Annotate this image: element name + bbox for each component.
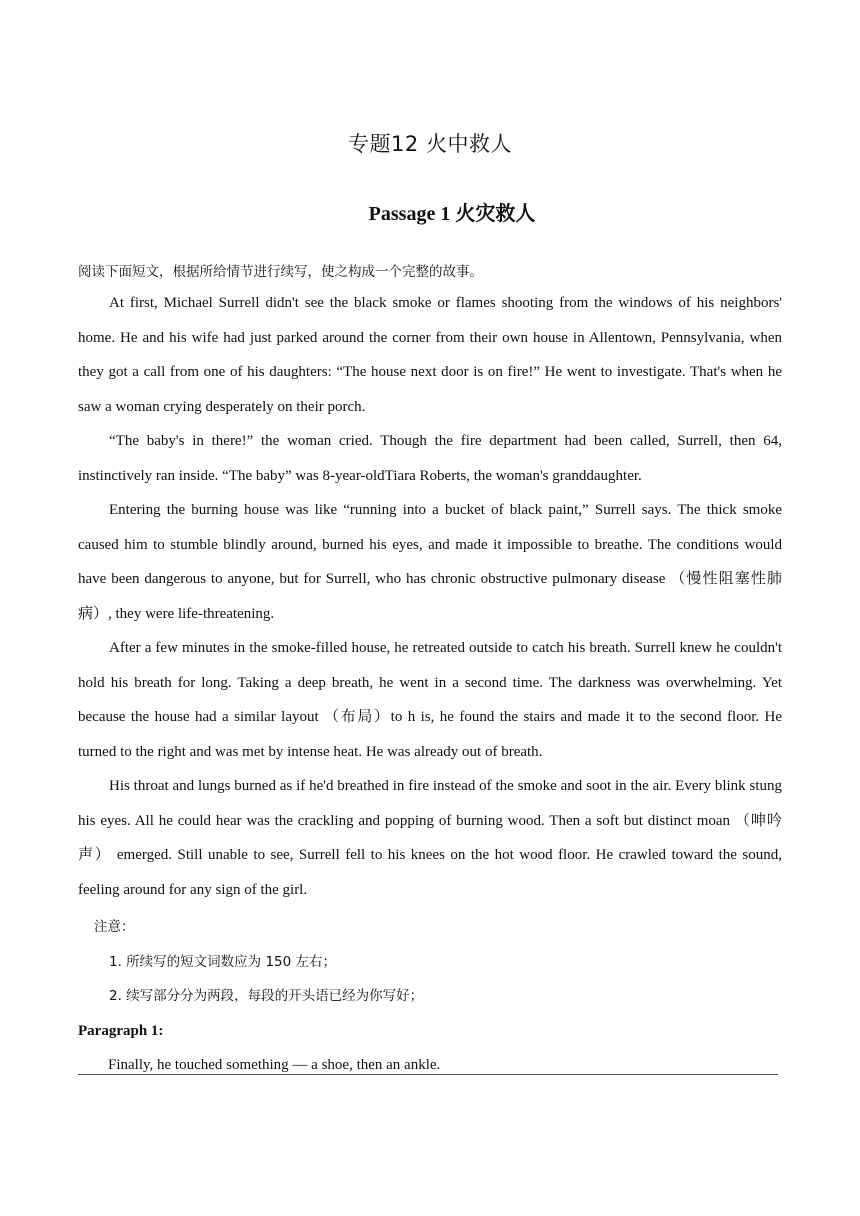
paragraph-label: Paragraph 1: — [78, 1022, 164, 1039]
passage-paragraph: “The baby's in there!” the woman cried. Though the fire department had been called, Surrell, then 64, instinctively ran inside. “The baby” was 8-year-oldTiara Roberts, the woman's granddaughter. — [78, 433, 782, 484]
passage-paragraph: After a few minutes in the smoke-filled house, he retreated outside to catch his breath. Surrell knew he couldn't hold his breath for long. Taking a deep breath, he went in a second time. The darkness was overwhelming. Yet because the house had a similar layout （布局）to h is, he found the stairs and made it to the second floor. He turned to the right and was met by intense heat. He was already out of breath. — [78, 640, 782, 760]
passage-paragraph: Entering the burning house was like “running into a bucket of black paint,” Surrell says. The thick smoke caused him to stumble blindly around, burned his eyes, and made it impossible to breathe. The conditions would have been dangerous to anyone, but for Surrell, who has chronic obstructive pulmonary disease （慢性阻塞性肺病）, they were life-threatening. — [78, 502, 782, 622]
note-item: 2. 续写部分分为两段，每段的开头语已经为你写好； — [109, 988, 424, 1004]
paragraph-opening: Finally, he touched something — a shoe, then an ankle. — [108, 1057, 441, 1073]
passage-paragraph: At first, Michael Surrell didn't see the black smoke or flames shooting from the windows of his neighbors' home. He and his wife had just parked around the corner from their own house in Allentown, Pennsylvania, when they got a call from one of his daughters: “The house next door is on fire!” He went to investigate. That's when he saw a woman crying desperately on their porch. — [78, 295, 782, 415]
page-title: 专题12 火中救人 — [348, 132, 512, 156]
note-item: 1. 所续写的短文词数应为 150 左右； — [109, 953, 337, 970]
passage-subtitle: Passage 1 火灾救人 — [368, 203, 536, 225]
notes-heading: 注意： — [94, 919, 135, 935]
task-instruction: 阅读下面短文，根据所给情节进行续写，使之构成一个完整的故事。 — [78, 264, 483, 280]
passage-paragraph: His throat and lungs burned as if he'd breathed in fire instead of the smoke and soot in the air. Every blink stung his eyes. All he could hear was the crackling and popping of burning wood. Then a soft but distinct moan （呻吟声） emerged. Still unable to see, Surrell fell to his knees on the hot wood floor. He crawled toward the sound, feeling around for any sign of the girl. — [78, 778, 782, 898]
notes-section — [78, 910, 782, 1083]
answer-line[interactable] — [78, 1074, 778, 1075]
passage-body — [78, 286, 782, 907]
